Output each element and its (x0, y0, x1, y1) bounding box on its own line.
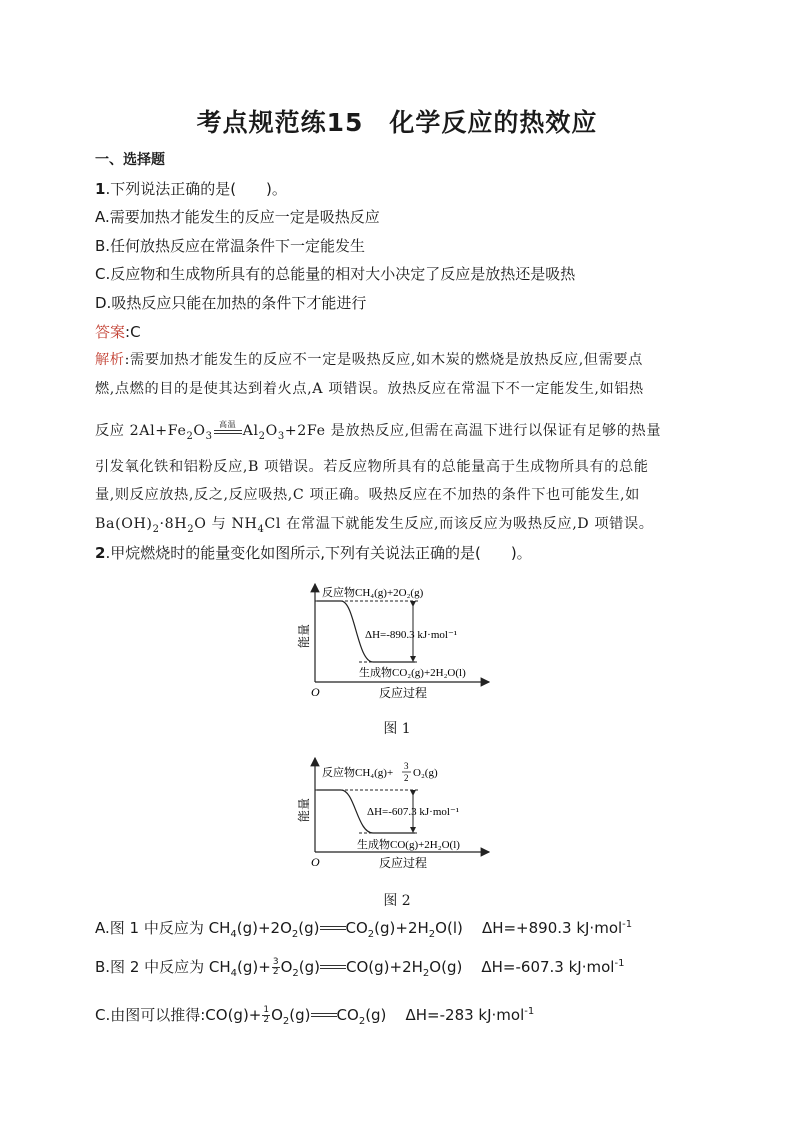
product-label: 生成物CO(g)+2H₂O(l) (357, 839, 460, 851)
answer-value: :C (125, 323, 141, 341)
figure-2-caption: 图 2 (383, 893, 411, 909)
origin-label: O (311, 855, 320, 869)
fraction: $\frac{3}{2}$ (272, 957, 279, 977)
explanation-text: 反应 2Al+Fe (95, 423, 187, 439)
section-heading: 一、选择题 (95, 152, 165, 168)
q1-option-c: C.反应物和生成物所具有的总能量的相对大小决定了反应是放热还是吸热 (95, 265, 576, 283)
q1-explanation-line: 反应 $2Al+Fe_2O_3$ 高温 $Al_2O_3+2Fe$ 是放热反应,但需在高温下进行以保证有足够的热量 (95, 422, 661, 440)
question-number: 2 (95, 544, 106, 562)
equals-sign (320, 963, 346, 973)
delta-h-label: ΔH=-607.3 kJ·mol⁻¹ (367, 806, 460, 818)
q1-option-b: B.任何放热反应在常温条件下一定能发生 (95, 237, 366, 255)
reactant-label: 反应物CH₄(g)+ (322, 767, 394, 779)
option-text: B.图 2 中反应为 CH (95, 958, 231, 976)
reaction-condition: 高温 (219, 420, 237, 429)
fraction-numerator: 3 (404, 761, 409, 771)
explanation-text: 是放热反应,但需在高温下进行以保证有足够的热量 (330, 423, 662, 439)
x-axis-label: 反应过程 (379, 686, 428, 700)
question-text: .甲烷燃烧时的能量变化如图所示,下列有关说法正确的是( )。 (105, 544, 532, 562)
q1-explanation-line (95, 351, 643, 369)
q2-option-b: B.图 2 中反应为 $CH_4(g)+$ $\frac{3}{2}$ $O_2(g)$ $CO(g)+2H_2O(g)$ ΔH=-607.3 kJ·mol$^{-1}$ (95, 957, 625, 979)
explanation-text: :需要加热才能发生的反应不一定是吸热反应,如木炭的燃烧是放热反应,但需要点 (124, 352, 643, 368)
q1-explanation-line: 燃,点燃的目的是使其达到着火点,A 项错误。放热反应在常温下不一定能发生,如铝热 (95, 381, 644, 397)
fraction: $\frac{1}{2}$ (263, 1005, 270, 1025)
answer-label: 答案 (95, 323, 126, 341)
q1-option-d: D.吸热反应只能在加热的条件下才能进行 (95, 294, 367, 312)
question-1-stem (95, 180, 287, 198)
fraction-denominator: 2 (404, 773, 409, 783)
question-number: 1 (95, 180, 106, 198)
q1-explanation-line: 量,则反应放热,反之,反应吸热,C 项正确。吸热反应在不加热的条件下也可能发生,如 (95, 487, 640, 503)
option-text: A.图 1 中反应为 CH (95, 919, 231, 937)
q1-option-a: A.需要加热才能发生的反应一定是吸热反应 (95, 208, 380, 226)
figure-1-caption: 图 1 (383, 721, 411, 737)
question-text: .下列说法正确的是( )。 (105, 180, 287, 198)
explanation-text: 在常温下就能发生反应,而该反应为吸热反应,D 项错误。 (286, 516, 654, 532)
q2-option-c: C.由图可以推得:CO(g)+ $\frac{1}{2}$ $O_2(g)$ $CO_2(g)$ ΔH=-283 kJ·mol$^{-1}$ (95, 1005, 535, 1027)
product-label: 生成物CO₂(g)+2H₂O(l) (359, 667, 466, 679)
delta-h-value: ΔH=-283 kJ·mol (405, 1006, 525, 1024)
q1-explanation-line: 引发氧化铁和铝粉反应,B 项错误。若反应物所具有的总能量高于生成物所具有的总能 (95, 459, 649, 475)
delta-h-label: ΔH=-890.3 kJ·mol⁻¹ (365, 629, 458, 641)
origin-label: O (311, 685, 320, 699)
energy-diagram-2 (295, 752, 495, 872)
equals-sign (311, 1011, 337, 1021)
explanation-label: 解析 (95, 352, 125, 368)
delta-h-value: ΔH=+890.3 kJ·mol (481, 919, 623, 937)
energy-diagram-1 (295, 578, 495, 704)
q1-explanation-line: $Ba(OH)_2\cdot 8H_2O$ 与 $NH_4Cl$ 在常温下就能发生反应,而该反应为吸热反应,D 项错误。 (95, 516, 654, 535)
equals-sign (320, 924, 346, 934)
question-2-stem (95, 544, 532, 562)
q2-option-a: A.图 1 中反应为 $CH_4(g)+2O_2(g)$ $CO_2(g)+2H_2O(l)$ ΔH=+890.3 kJ·mol$^{-1}$ (95, 919, 633, 940)
y-axis-label: 能量 (297, 623, 311, 648)
delta-h-value: ΔH=-607.3 kJ·mol (481, 958, 615, 976)
page-title: 考点规范练15 化学反应的热效应 (196, 108, 598, 137)
option-text: C.由图可以推得:CO(g)+ (95, 1006, 262, 1024)
reactant-label: 反应物CH₄(g)+2O₂(g) (322, 587, 424, 599)
y-axis-label: 能量 (297, 797, 311, 822)
x-axis-label: 反应过程 (379, 856, 428, 870)
reactant-label-suffix: O₂(g) (413, 767, 438, 779)
q1-answer (95, 323, 141, 341)
